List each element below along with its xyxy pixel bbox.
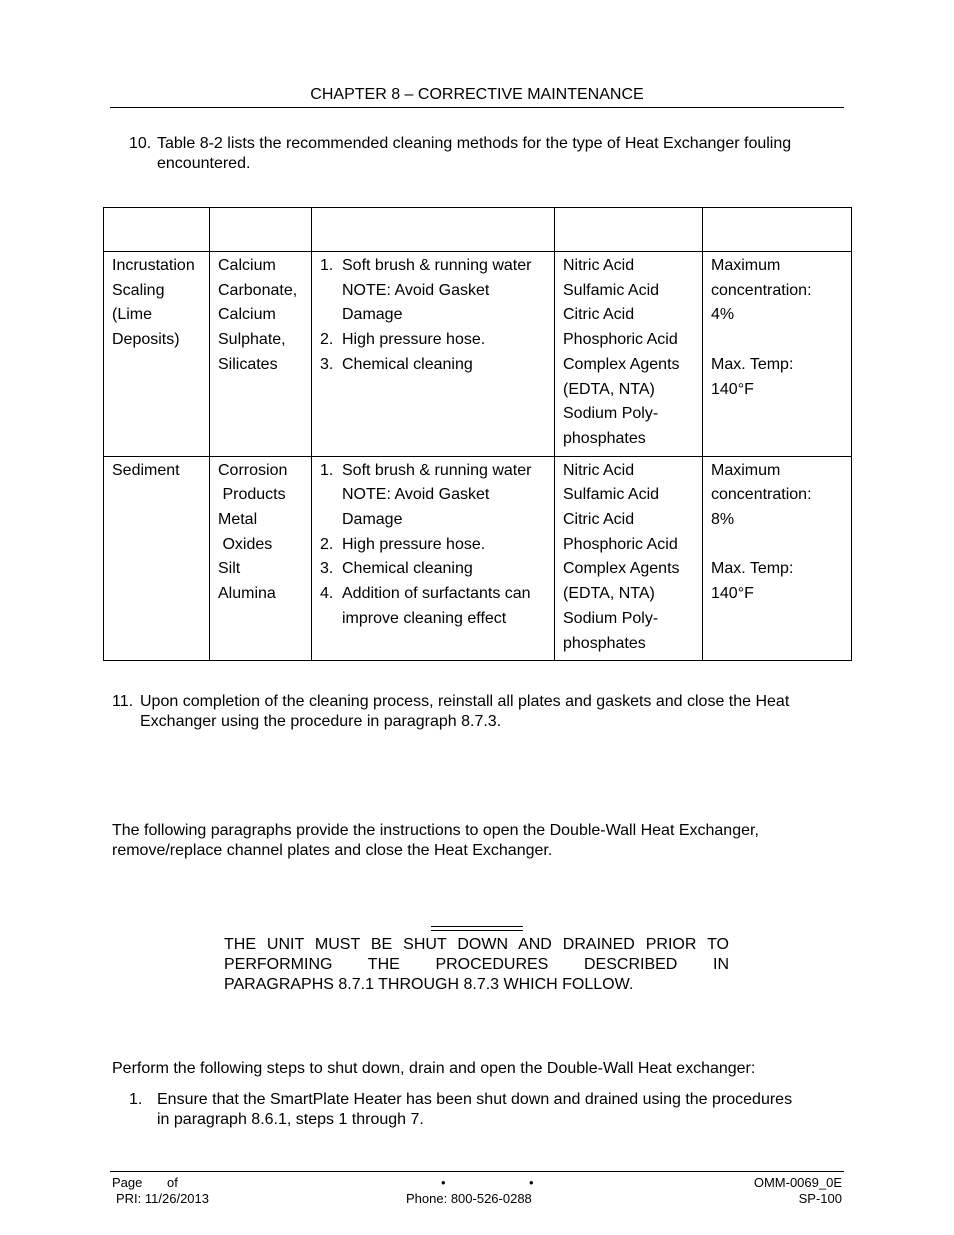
cell-line: Phosphoric Acid bbox=[563, 535, 678, 553]
method-line: High pressure hose. bbox=[342, 535, 486, 553]
cell-line: Deposits) bbox=[112, 331, 180, 349]
table-row bbox=[104, 456, 852, 661]
cell-line: (EDTA, NTA) bbox=[563, 585, 655, 603]
cell-line: Citric Acid bbox=[563, 306, 635, 324]
paragraph-line: remove/replace channel plates and close the Heat Exchanger. bbox=[112, 842, 553, 859]
cell-line: 140°F bbox=[711, 585, 754, 603]
method-list bbox=[320, 254, 554, 378]
footer-bullet: • bbox=[529, 1175, 534, 1190]
cell-line: Maximum bbox=[711, 257, 781, 274]
cell-line bbox=[711, 533, 851, 558]
method-list bbox=[320, 459, 554, 632]
footer-of-label: of bbox=[167, 1175, 178, 1190]
footer-pri-date: PRI: 11/26/2013 bbox=[116, 1191, 209, 1206]
cell-line: Calcium bbox=[218, 257, 276, 274]
method-item bbox=[320, 557, 554, 582]
cell-line: Nitric Acid bbox=[563, 257, 635, 274]
cleaning-agent-cell bbox=[555, 456, 703, 661]
method-item bbox=[320, 533, 554, 558]
cell-line: Sodium Poly- bbox=[563, 405, 659, 423]
footer-bullet: • bbox=[441, 1175, 446, 1190]
method-item bbox=[320, 582, 554, 631]
cleaning-method-cell bbox=[312, 252, 555, 457]
method-number: 3. bbox=[320, 560, 334, 578]
warning-heading-rule bbox=[431, 926, 523, 931]
method-number: 1. bbox=[320, 257, 334, 274]
cell-line: Sulfamic Acid bbox=[563, 486, 660, 504]
chapter-title: CHAPTER 8 – CORRECTIVE MAINTENANCE bbox=[310, 86, 644, 103]
cell-line: Metal bbox=[218, 511, 258, 529]
cell-line: Max. Temp: bbox=[711, 355, 794, 373]
method-line: Addition of surfactants can bbox=[342, 585, 531, 603]
cell-line: Complex Agents bbox=[563, 355, 680, 373]
step-text-line: Upon completion of the cleaning process, reinstall all plates and gaskets and close the Heat bbox=[140, 693, 790, 710]
method-item bbox=[320, 328, 554, 353]
method-line: Soft brush & running water bbox=[342, 461, 532, 479]
method-number: 4. bbox=[320, 585, 334, 603]
footer-phone: Phone: 800-526-0288 bbox=[406, 1191, 532, 1206]
warning-line: THE UNIT MUST BE SHUT DOWN AND DRAINED PRIOR TO bbox=[224, 936, 729, 953]
step-1 bbox=[129, 1090, 849, 1132]
cell-line: Max. Temp: bbox=[711, 560, 794, 578]
perform-paragraph: Perform the following steps to shut down, drain and open the Double-Wall Heat exchanger: bbox=[112, 1060, 756, 1077]
cell-line: concentration: bbox=[711, 281, 812, 299]
header-divider bbox=[110, 107, 844, 108]
footer-divider bbox=[110, 1171, 844, 1172]
method-line: NOTE: Avoid Gasket bbox=[342, 281, 490, 299]
method-line: Damage bbox=[342, 511, 403, 529]
method-line: High pressure hose. bbox=[342, 331, 486, 349]
cell-line: Corrosion bbox=[218, 461, 288, 479]
cell-line: 4% bbox=[711, 306, 735, 324]
cell-line: Products bbox=[218, 486, 286, 504]
cell-line: 140°F bbox=[711, 380, 754, 398]
cell-line: (Lime bbox=[112, 306, 153, 324]
step-text-line: Exchanger using the procedure in paragraph 8.7.3. bbox=[140, 713, 502, 730]
footer-doc-number: OMM-0069_0E bbox=[753, 1175, 842, 1190]
cleaning-methods-table bbox=[103, 207, 852, 661]
table-header-cell bbox=[555, 208, 703, 252]
limits-cell bbox=[703, 456, 852, 661]
cell-line: concentration: bbox=[711, 486, 812, 504]
method-line: Chemical cleaning bbox=[342, 560, 473, 578]
method-item bbox=[320, 353, 554, 378]
step-number: 11. bbox=[112, 693, 134, 710]
step-10 bbox=[129, 134, 849, 176]
method-line: Soft brush & running water bbox=[342, 257, 532, 274]
step-number: 1. bbox=[129, 1091, 143, 1108]
cell-line: Sulfamic Acid bbox=[563, 281, 660, 299]
method-line: Damage bbox=[342, 306, 403, 324]
cell-line: Alumina bbox=[218, 585, 276, 603]
cell-line: (EDTA, NTA) bbox=[563, 380, 655, 398]
cell-line: Citric Acid bbox=[563, 511, 635, 529]
fouling-type-cell bbox=[104, 252, 210, 457]
cell-line: Phosphoric Acid bbox=[563, 331, 678, 349]
step-text-line: Ensure that the SmartPlate Heater has been shut down and drained using the procedures bbox=[157, 1091, 793, 1108]
method-line: improve cleaning effect bbox=[342, 609, 507, 627]
step-text-line: in paragraph 8.6.1, steps 1 through 7. bbox=[157, 1111, 424, 1128]
cell-line: Silt bbox=[218, 560, 241, 578]
method-number: 2. bbox=[320, 331, 334, 349]
method-number: 2. bbox=[320, 535, 334, 553]
cell-line: Calcium bbox=[218, 306, 276, 324]
step-text-line: Table 8-2 lists the recommended cleaning methods for the type of Heat Exchanger fouling bbox=[157, 135, 792, 152]
method-item bbox=[320, 254, 554, 328]
table-header-cell bbox=[703, 208, 852, 252]
cell-line: phosphates bbox=[563, 634, 646, 652]
cell-line: Carbonate, bbox=[218, 281, 298, 299]
limits-cell bbox=[703, 252, 852, 457]
method-line: NOTE: Avoid Gasket bbox=[342, 486, 490, 504]
cell-line: Maximum bbox=[711, 461, 781, 479]
cell-line: Oxides bbox=[218, 535, 273, 553]
intro-paragraph bbox=[112, 821, 852, 861]
table-header-row bbox=[104, 208, 852, 252]
deposit-composition-cell bbox=[210, 252, 312, 457]
cell-line: Sediment bbox=[112, 461, 180, 479]
cell-line: Silicates bbox=[218, 355, 278, 373]
cell-line: Incrustation bbox=[112, 257, 195, 274]
method-number: 3. bbox=[320, 355, 334, 373]
method-line: Chemical cleaning bbox=[342, 355, 473, 373]
cell-line: Sodium Poly- bbox=[563, 609, 659, 627]
method-number: 1. bbox=[320, 461, 334, 479]
cell-line bbox=[711, 328, 851, 353]
deposit-composition-cell bbox=[210, 456, 312, 661]
warning-notice bbox=[224, 935, 729, 995]
cell-line: Scaling bbox=[112, 281, 165, 299]
footer-model: SP-100 bbox=[798, 1191, 842, 1206]
cell-line: Sulphate, bbox=[218, 331, 286, 349]
warning-line: PERFORMING THE PROCEDURES DESCRIBED IN bbox=[224, 956, 729, 973]
fouling-type-cell bbox=[104, 456, 210, 661]
method-item bbox=[320, 459, 554, 533]
table-header-cell bbox=[312, 208, 555, 252]
footer-page-label: Page bbox=[112, 1175, 143, 1190]
paragraph-line: The following paragraphs provide the instructions to open the Double-Wall Heat Exchanger, bbox=[112, 822, 759, 839]
cell-line: 8% bbox=[711, 511, 735, 529]
step-text-line: encountered. bbox=[157, 155, 251, 172]
step-number: 10. bbox=[129, 135, 152, 152]
cell-line: Complex Agents bbox=[563, 560, 680, 578]
cell-line: phosphates bbox=[563, 429, 646, 447]
table-header-cell bbox=[104, 208, 210, 252]
cleaning-method-cell bbox=[312, 456, 555, 661]
table-header-cell bbox=[210, 208, 312, 252]
cell-line: Nitric Acid bbox=[563, 461, 635, 479]
table-row bbox=[104, 252, 852, 457]
warning-line: PARAGRAPHS 8.7.1 THROUGH 8.7.3 WHICH FOLLOW. bbox=[224, 976, 634, 993]
step-11 bbox=[112, 692, 852, 734]
cleaning-agent-cell bbox=[555, 252, 703, 457]
